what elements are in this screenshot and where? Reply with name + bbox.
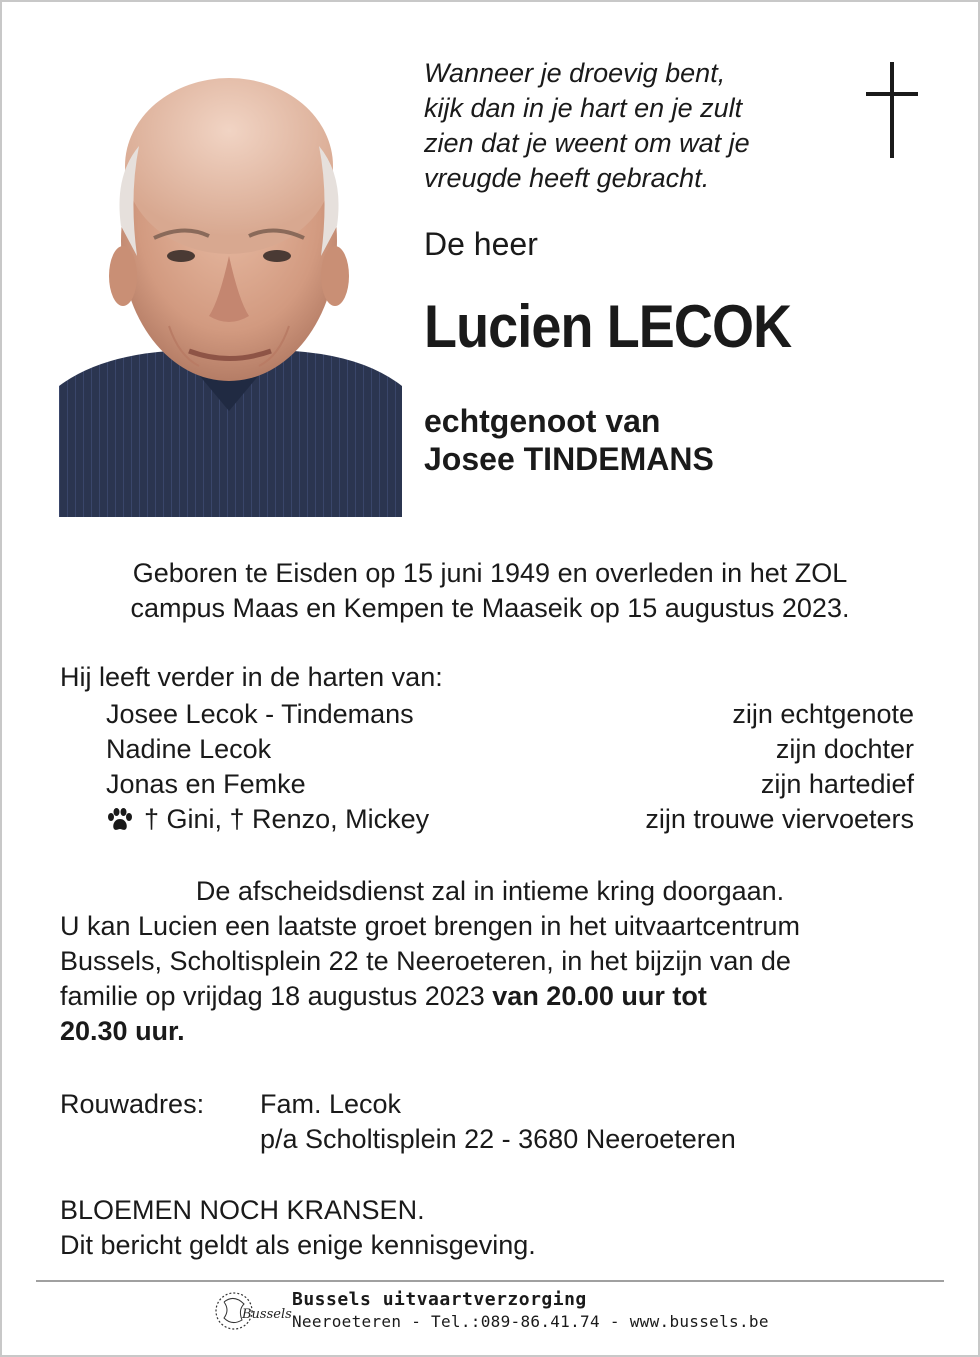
company-name: Bussels uitvaartverzorging [292,1289,587,1310]
footer-divider [36,1280,944,1282]
birth-death-line: campus Maas en Kempen te Maaseik op 15 augustus 2023. [130,593,850,623]
memorial-quote [424,56,844,196]
quote-line: kijk dan in je hart en je zult [424,93,743,123]
closing-notice [60,1193,536,1263]
family-intro: Hij leeft verder in de harten van: [60,662,443,692]
family-member-name: Josee Lecok - Tindemans [106,699,414,729]
spouse-prefix: echtgenoot van [424,403,661,439]
birth-death-info [40,556,940,626]
address-label: Rouwadres: [60,1089,205,1119]
service-time: van 20.00 uur tot [492,981,707,1011]
portrait-illustration [59,66,402,517]
spouse-info [424,402,714,478]
family-relation: zijn hartedief [760,769,914,799]
service-line: Bussels, Scholtisplein 22 te Neeroeteren, in het bijzijn van de [60,946,791,976]
service-line: De afscheidsdienst zal in intieme kring doorgaan. [195,876,785,906]
cross-icon [862,62,922,158]
closing-line: Dit bericht geldt als enige kennisgeving. [60,1230,536,1260]
service-line [60,979,920,1014]
birth-death-line: Geboren te Eisden op 15 juni 1949 en overleden in het ZOL [132,558,848,588]
family-relation: zijn trouwe viervoeters [645,804,914,834]
spouse-name: Josee TINDEMANS [424,441,714,477]
service-text: familie op vrijdag 18 augustus 2023 [60,981,493,1011]
family-member-name: Jonas en Femke [106,769,306,799]
quote-line: Wanneer je droevig bent, [424,58,726,88]
closing-line: BLOEMEN NOCH KRANSEN. [60,1195,425,1225]
service-time: 20.30 uur. [60,1016,185,1046]
service-line: U kan Lucien een laatste groet brengen in het uitvaartcentrum [60,911,800,941]
paw-icon [106,808,134,832]
deceased-name: Lucien LECOK [424,293,792,360]
family-row [60,732,920,767]
family-row [60,767,920,802]
portrait-photo [59,66,402,517]
address-line: Fam. Lecok [260,1089,402,1119]
quote-line: zien dat je weent om wat je [424,128,750,158]
family-relation: zijn dochter [775,734,914,764]
family-list [60,697,920,837]
address-line: p/a Scholtisplein 22 - 3680 Neeroeteren [260,1124,736,1154]
quote-line: vreugde heeft gebracht. [424,163,710,193]
family-member-name: † Gini, † Renzo, Mickey [144,804,430,834]
honorific: De heer [424,226,538,262]
family-member-pets [60,802,429,837]
family-member-name: Nadine Lecok [106,734,272,764]
family-row [60,697,920,732]
service-line [60,1014,920,1049]
family-relation: zijn echtgenote [732,699,914,729]
family-row [60,802,920,837]
company-contact: Neeroeteren - Tel.:089-86.41.74 - www.bussels.be [292,1312,769,1331]
bussels-logo [212,1290,292,1332]
logo-text: Bussels [242,1307,292,1322]
service-info [60,874,920,1049]
